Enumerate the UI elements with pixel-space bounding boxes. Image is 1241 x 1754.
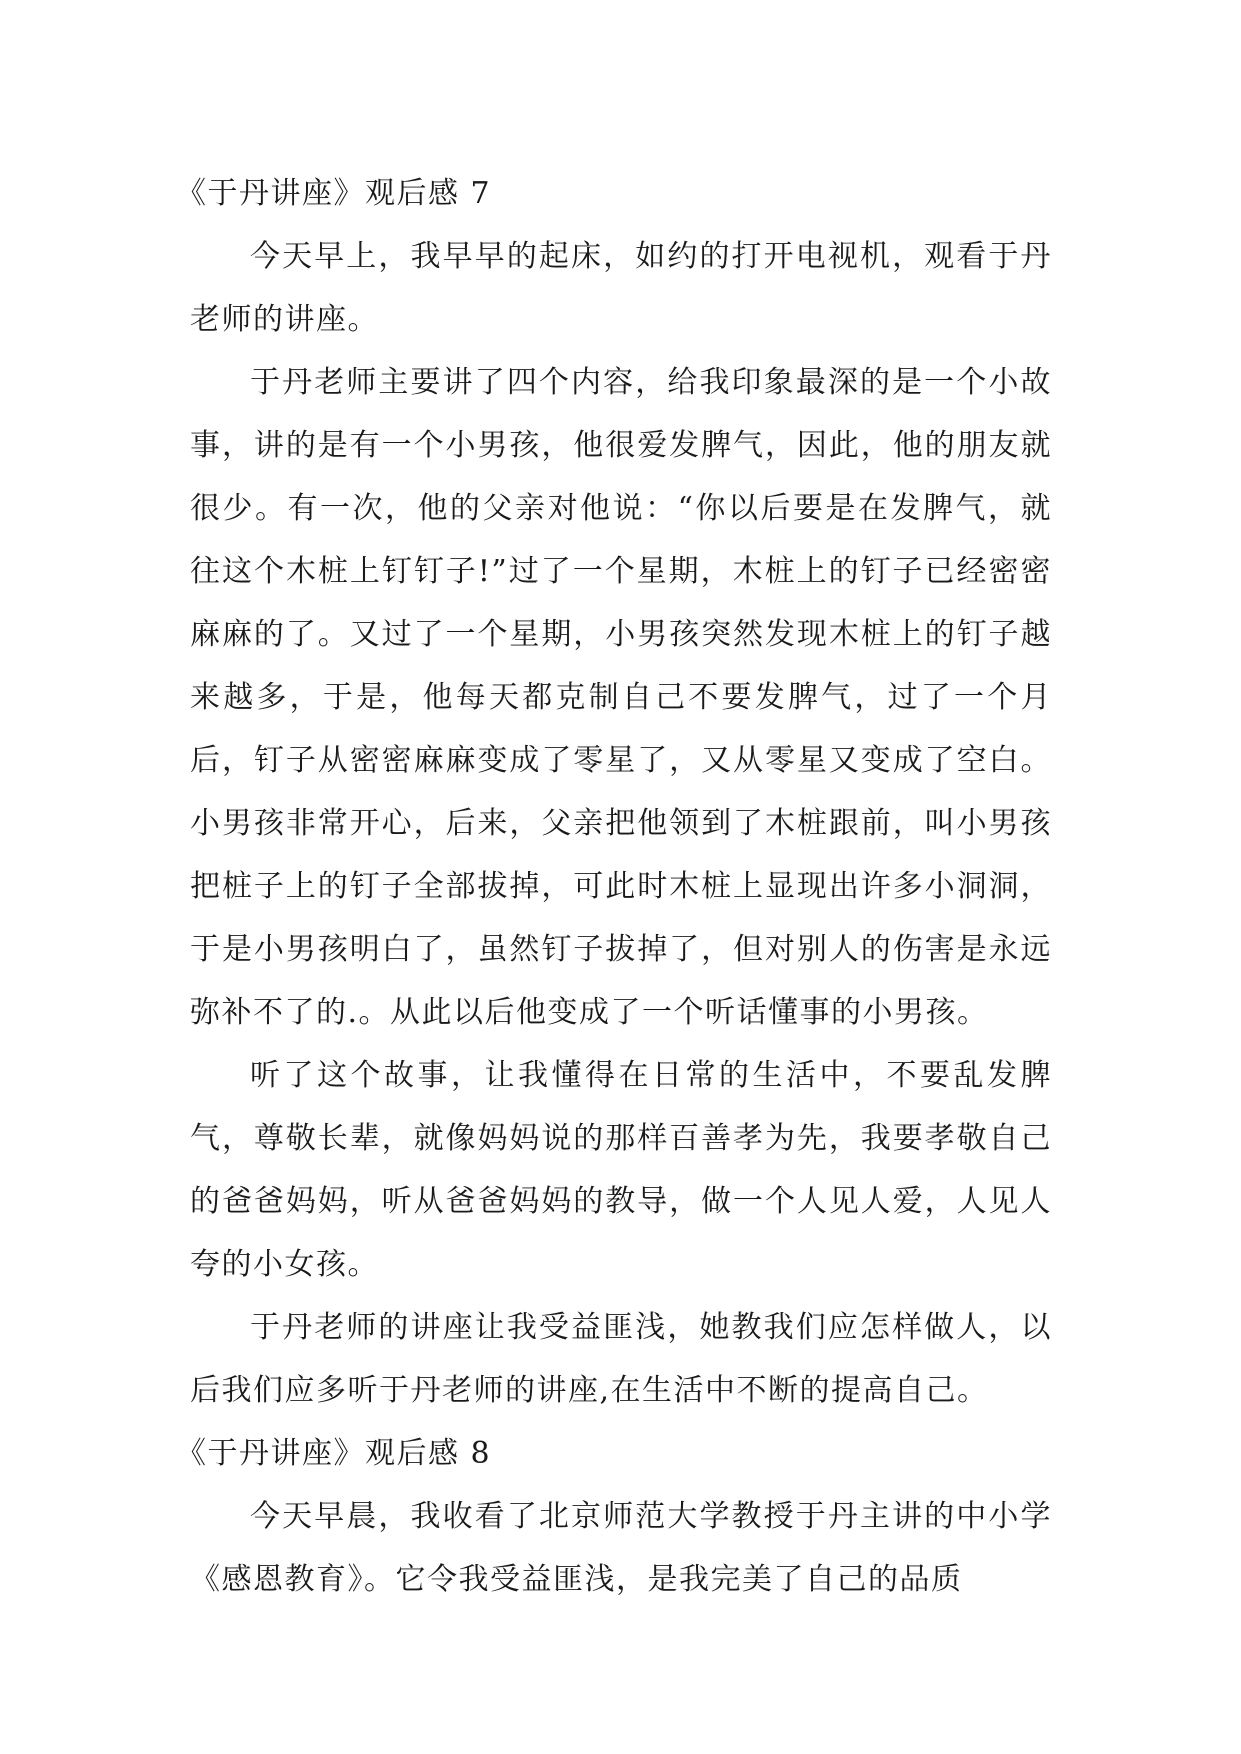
- paragraph: 于丹老师的讲座让我受益匪浅，她教我们应怎样做人，以后我们应多听于丹老师的讲座,在生活中不断的提高自己。: [190, 1310, 1052, 1408]
- paragraph: 今天早上，我早早的起床，如约的打开电视机，观看于丹老师的讲座。: [190, 239, 1052, 337]
- section-heading-7: 《于丹讲座》观后感 7: [176, 176, 492, 211]
- paragraph: 听了这个故事，让我懂得在日常的生活中，不要乱发脾气，尊敬长辈，就像妈妈说的那样百善孝为先，我要孝敬自己的爸爸妈妈，听从爸爸妈妈的教导，做一个人见人爱，人见人夸的小女孩。: [190, 1058, 1052, 1282]
- paragraph: 于丹老师主要讲了四个内容，给我印象最深的是一个小故事，讲的是有一个小男孩，他很爱发脾气，因此，他的朋友就很少。有一次，他的父亲对他说：“你以后要是在发脾气，就往这个木桩上钉钉子!”过了一个星期，木桩上的钉子已经密密麻麻的了。又过了一个星期，小男孩突然发现木桩上的钉子越来越多，于是，他每天都克制自己不要发脾气，过了一个月后，钉子从密密麻麻变成了零星了，又从零星又变成了空白。小男孩非常开心，后来，父亲把他领到了木桩跟前，叫小男孩把桩子上的钉子全部拔掉，可此时木桩上显现出许多小洞洞，于是小男孩明白了，虽然钉子拔掉了，但对别人的伤害是永远弥补不了的.。从此以后他变成了一个听话懂事的小男孩。: [190, 365, 1052, 1030]
- document-body: [176, 162, 1052, 1611]
- section-heading-8: 《于丹讲座》观后感 8: [176, 1436, 492, 1471]
- paragraph: 今天早晨，我收看了北京师范大学教授于丹主讲的中小学《感恩教育》。它令我受益匪浅，是我完美了自己的品质: [190, 1499, 1052, 1597]
